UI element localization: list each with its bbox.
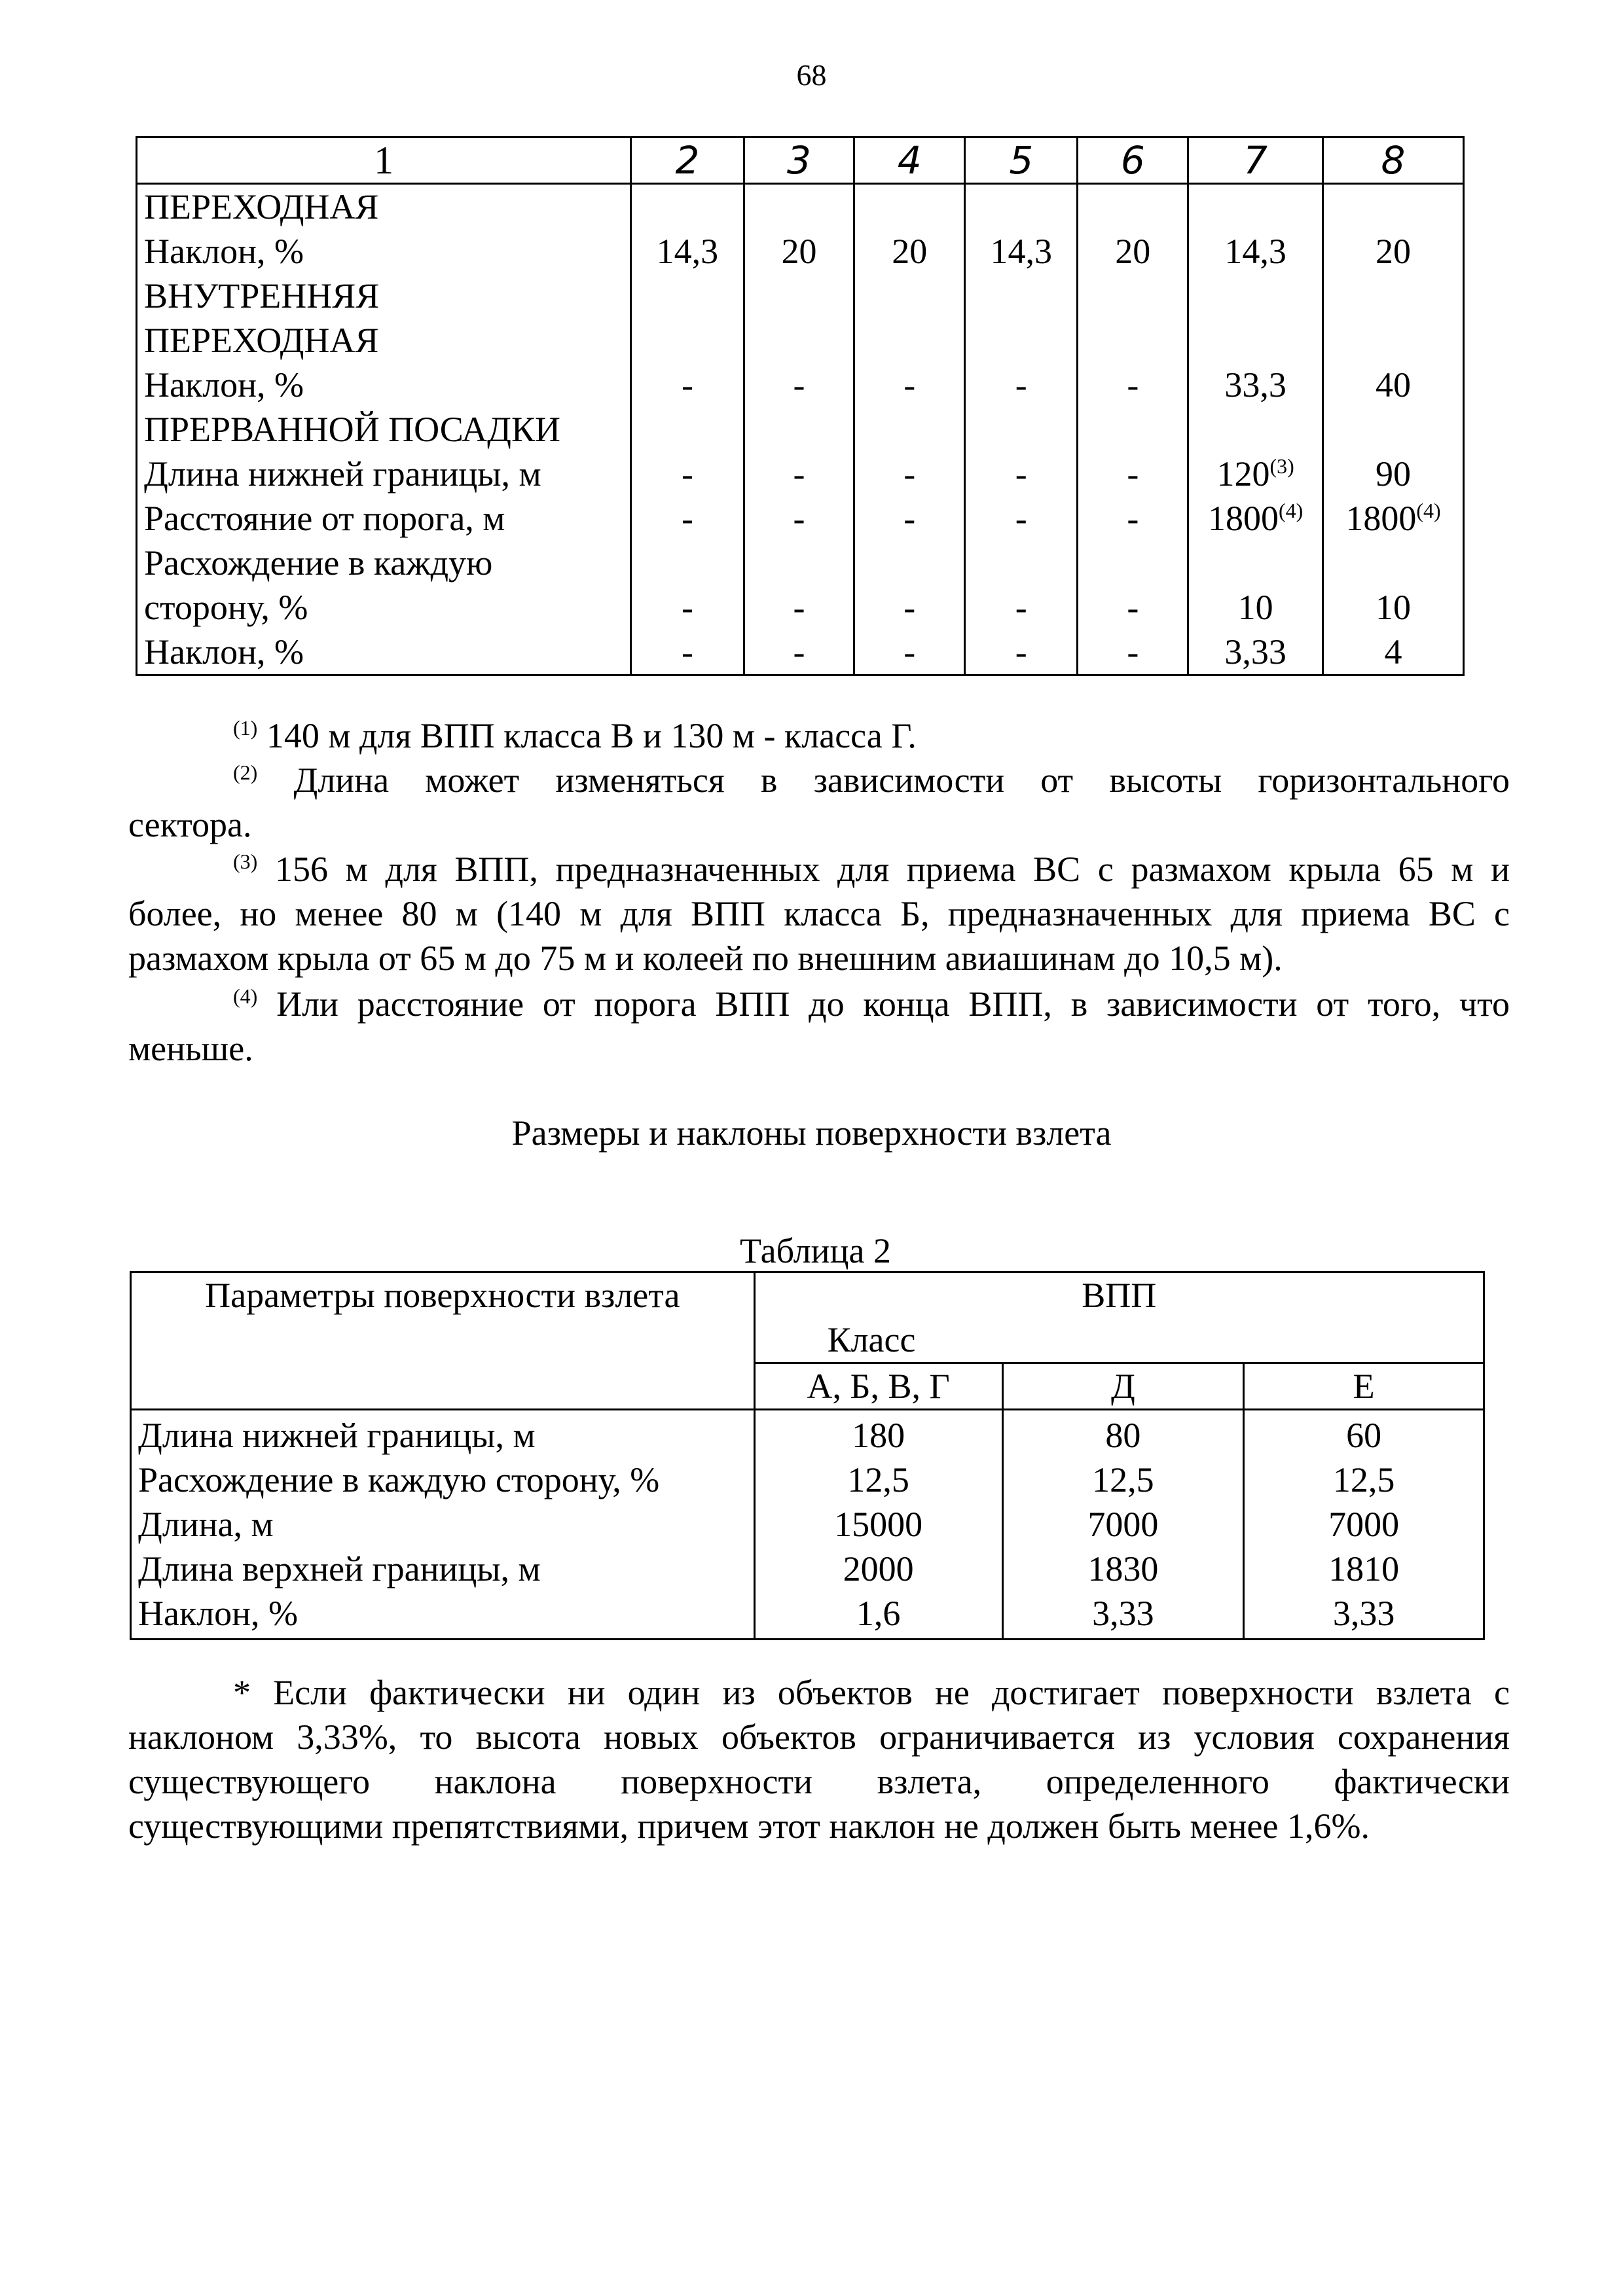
value-cell: 12,5 [1092, 1460, 1154, 1499]
footnote-ref: (4) [1416, 499, 1441, 522]
value-cell [1078, 407, 1187, 452]
class-d-column [1002, 1410, 1244, 1640]
value-cell: 20 [1115, 232, 1151, 271]
row-label: Наклон, % [138, 1594, 299, 1633]
row-label: Расхождение в каждую [144, 543, 493, 583]
value-cell: 1810 [1328, 1549, 1400, 1588]
table-body-row [137, 184, 1464, 675]
row-label: ПЕРЕХОДНАЯ [144, 187, 379, 226]
footnote-line [128, 982, 1510, 1026]
class-e-column [1244, 1410, 1484, 1640]
row-label: Длина верхней границы, м [138, 1549, 541, 1588]
value-cell: - [681, 588, 693, 627]
footnote-line [128, 758, 1510, 802]
class-col-header: Е [1244, 1363, 1484, 1410]
value-cell: - [793, 499, 805, 538]
value-cell: 3,33 [1224, 632, 1286, 672]
header-cell: 7 [1188, 137, 1323, 184]
class-abvg-column [754, 1410, 1002, 1640]
class-col-header: А, Б, В, Г [754, 1363, 1002, 1410]
value-cell [632, 318, 742, 363]
row-label: Длина, м [138, 1505, 274, 1544]
class-col-header: Д [1002, 1363, 1244, 1410]
value-cell: 7000 [1328, 1505, 1400, 1544]
footnote-line: меньше. [128, 1029, 253, 1068]
value-cell: - [1015, 454, 1027, 493]
value-cell: 14,3 [656, 232, 719, 271]
row-label: ПРЕРВАННОЙ ПОСАДКИ [144, 410, 560, 449]
footnote-mark: (1) [233, 716, 258, 740]
value-cell: 40 [1375, 365, 1411, 404]
value-column-7 [1188, 184, 1323, 675]
footnote-4 [128, 982, 1510, 1071]
row-label: Наклон, % [144, 632, 304, 672]
value-column-4 [854, 184, 965, 675]
value-cell [745, 407, 854, 452]
value-cell [745, 185, 854, 229]
value-cell [855, 541, 964, 585]
value-cell [966, 407, 1076, 452]
row-label: Расхождение в каждую сторону, % [138, 1460, 660, 1499]
value-text: 120 [1216, 454, 1270, 493]
value-cell [1189, 452, 1322, 496]
value-cell: 33,3 [1224, 365, 1286, 404]
value-cell: - [793, 365, 805, 404]
value-text: 1800 [1207, 499, 1279, 538]
header-cell: 2 [631, 137, 744, 184]
value-cell [632, 541, 742, 585]
footnote-text: Длина может изменяться в зависимости от высоты горизонтального [293, 761, 1510, 800]
note-line: существующего наклона поверхности взлета, определенного фактически [128, 1762, 1510, 1801]
value-column-6 [1078, 184, 1188, 675]
footnote-1 [128, 713, 1614, 758]
value-cell [966, 541, 1076, 585]
value-cell [632, 274, 742, 318]
header-cell: 3 [744, 137, 854, 184]
value-column-5 [965, 184, 1078, 675]
value-cell: - [903, 499, 916, 538]
value-cell: - [793, 632, 805, 672]
table-header-row [131, 1272, 1484, 1363]
value-cell [966, 318, 1076, 363]
takeoff-surface-table [130, 1271, 1485, 1640]
value-cell: 4 [1384, 632, 1402, 672]
row-label: ПЕРЕХОДНАЯ [144, 321, 379, 360]
note-line: наклоном 3,33%, то высота новых объектов ограничивается из условия сохранения [128, 1717, 1510, 1757]
value-cell: - [903, 454, 916, 493]
header-cell: 8 [1322, 137, 1463, 184]
value-column-3 [744, 184, 854, 675]
header-cell: 4 [854, 137, 965, 184]
value-cell: - [1127, 365, 1139, 404]
header-cell: 1 [137, 137, 631, 184]
footnote-2 [128, 758, 1510, 847]
note-line: существующими препятствиями, причем этот наклон не должен быть менее 1,6%. [128, 1806, 1370, 1846]
value-cell: - [1127, 588, 1139, 627]
footnote-text: Или расстояние от порога ВПП до конца ВПП, в зависимости от того, что [276, 984, 1510, 1024]
value-cell: - [681, 454, 693, 493]
row-label: Наклон, % [144, 365, 304, 404]
value-cell: - [1015, 499, 1027, 538]
value-cell [855, 407, 964, 452]
footnote-mark: (3) [233, 850, 258, 873]
value-cell: 10 [1375, 588, 1411, 627]
value-cell: 3,33 [1092, 1594, 1154, 1633]
value-cell: - [793, 454, 805, 493]
value-cell [966, 274, 1076, 318]
value-cell [966, 185, 1076, 229]
asterisk-note [128, 1670, 1510, 1848]
table-header-row [137, 137, 1464, 184]
value-cell [1324, 407, 1463, 452]
value-cell: - [1015, 588, 1027, 627]
row-label: Длина нижней границы, м [138, 1416, 536, 1455]
value-cell: - [681, 365, 693, 404]
value-cell: 60 [1346, 1416, 1382, 1455]
param-header-cell: Параметры поверхности взлета [131, 1272, 755, 1410]
footnote-mark: (2) [233, 761, 258, 784]
header-cell: 5 [965, 137, 1078, 184]
footnote-line: сектора. [128, 805, 252, 844]
value-cell: 20 [892, 232, 928, 271]
value-cell [1189, 318, 1322, 363]
value-cell: 7000 [1087, 1505, 1159, 1544]
row-label: сторону, % [144, 588, 308, 627]
value-cell: - [681, 632, 693, 672]
note-line: * Если фактически ни один из объектов не достигает поверхности взлета с [233, 1673, 1510, 1712]
section-title: Размеры и наклоны поверхности взлета [511, 1113, 1112, 1153]
value-cell: 14,3 [990, 232, 1053, 271]
value-cell [1324, 318, 1463, 363]
value-cell [1189, 274, 1322, 318]
footnote-line: более, но менее 80 м (140 м для ВПП класса Б, предназначенных для приема ВС с [128, 894, 1510, 933]
value-cell: - [793, 588, 805, 627]
value-cell [1324, 274, 1463, 318]
value-cell [1324, 496, 1463, 541]
value-cell: 20 [781, 232, 817, 271]
class-label: Класс [827, 1320, 916, 1359]
table-body-row [131, 1410, 1484, 1640]
value-cell: 1830 [1087, 1549, 1159, 1588]
value-cell [1324, 541, 1463, 585]
row-labels-column [131, 1410, 755, 1640]
value-cell: - [1015, 365, 1027, 404]
value-cell [745, 318, 854, 363]
footnote-text: 156 м для ВПП, предназначенных для приема ВС с размахом крыла 65 м и [274, 850, 1510, 889]
value-cell: 80 [1105, 1416, 1141, 1455]
header-cell: 6 [1078, 137, 1188, 184]
value-cell: - [1127, 499, 1139, 538]
value-cell: - [903, 588, 916, 627]
value-cell: 90 [1375, 454, 1411, 493]
value-cell [632, 407, 742, 452]
row-label: Наклон, % [144, 232, 304, 271]
value-cell: 3,33 [1332, 1594, 1395, 1633]
row-label: ВНУТРЕННЯЯ [144, 276, 380, 315]
footnote-3 [128, 847, 1510, 980]
value-cell: 1,6 [856, 1594, 901, 1633]
value-cell: 10 [1237, 588, 1273, 627]
footnote-ref: (3) [1269, 454, 1294, 478]
value-cell: - [681, 499, 693, 538]
value-column-2 [631, 184, 744, 675]
value-cell: - [903, 632, 916, 672]
value-column-8 [1322, 184, 1463, 675]
value-cell: - [903, 365, 916, 404]
footnote-line: размахом крыла от 65 м до 75 м и колеей по внешним авиашинам до 10,5 м). [128, 939, 1283, 978]
value-cell: - [1127, 632, 1139, 672]
value-cell: 14,3 [1224, 232, 1286, 271]
value-cell [1078, 274, 1187, 318]
value-cell [1078, 541, 1187, 585]
value-cell [1189, 496, 1322, 541]
footnote-ref: (4) [1278, 499, 1304, 522]
value-cell [1189, 185, 1322, 229]
vpp-label: ВПП [1082, 1276, 1157, 1315]
table-caption: Таблица 2 [740, 1231, 891, 1270]
value-cell: - [1015, 632, 1027, 672]
footnote-text: 140 м для ВПП класса В и 130 м - класса Г. [266, 716, 917, 755]
row-label: Длина нижней границы, м [144, 454, 541, 493]
row-label: Расстояние от порога, м [144, 499, 505, 538]
value-cell [1189, 407, 1322, 452]
value-cell: 12,5 [1332, 1460, 1395, 1499]
footnote-line [128, 847, 1510, 891]
value-cell [632, 185, 742, 229]
value-cell: 20 [1375, 232, 1411, 271]
value-cell [1078, 185, 1187, 229]
value-cell [1189, 541, 1322, 585]
value-cell: 12,5 [847, 1460, 909, 1499]
row-labels-column [137, 184, 631, 675]
value-cell [745, 274, 854, 318]
value-cell: 15000 [834, 1505, 923, 1544]
value-cell [1078, 318, 1187, 363]
page-number: 68 [796, 58, 827, 92]
value-cell: 2000 [843, 1549, 914, 1588]
value-cell: - [1127, 454, 1139, 493]
footnote-mark: (4) [233, 984, 258, 1008]
vpp-header-cell [754, 1272, 1484, 1363]
value-cell [745, 541, 854, 585]
value-cell: 180 [852, 1416, 905, 1455]
obstacle-surfaces-table [136, 136, 1465, 676]
value-cell [1324, 185, 1463, 229]
value-text: 1800 [1345, 499, 1417, 538]
value-cell [855, 274, 964, 318]
value-cell [855, 185, 964, 229]
value-cell [855, 318, 964, 363]
